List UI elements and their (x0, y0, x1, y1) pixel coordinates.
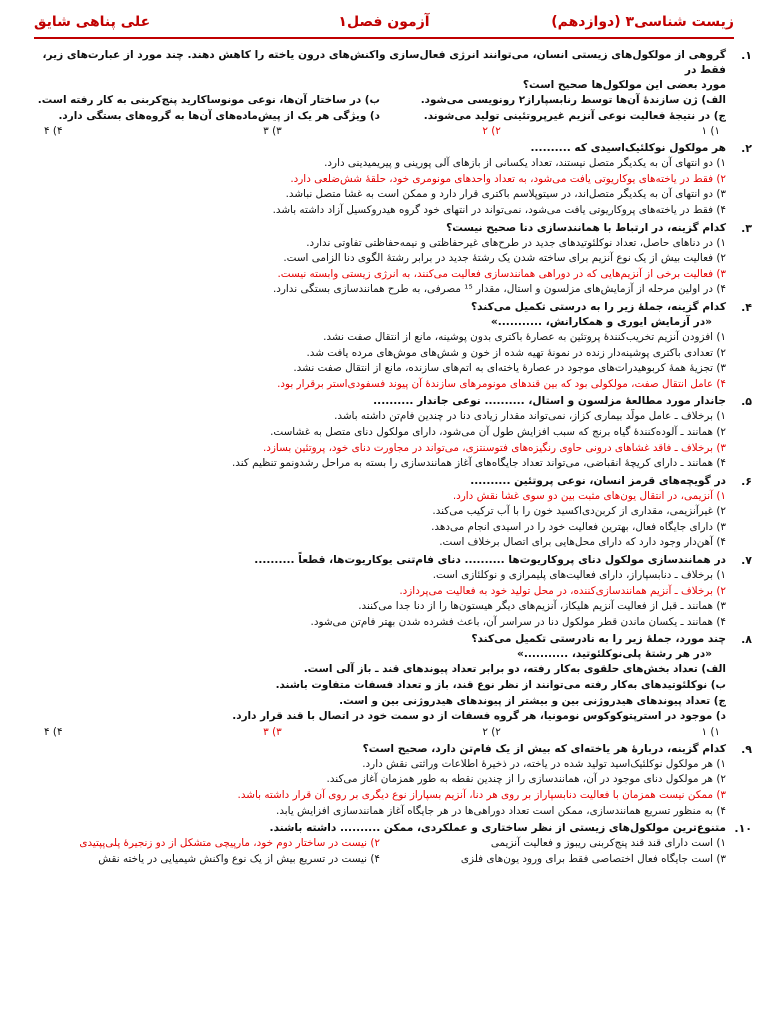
statement-row (34, 93, 726, 109)
question-stem: گروهی از مولکول‌های زیستی انسان، می‌توانند انرژی فعال‌سازی واکنش‌های درون یاخته را کاهش دهند. چند مورد از عبارت‌های زیر، فقط در (42, 49, 726, 76)
option-4-correct: ۴) عامل انتقال صفت، مولکولی بود که بین قندهای مونومرهای سازندهٔ آن پیوند فسفودی‌استر برقرار بود. (277, 377, 726, 390)
option-4: ۴) نیست در تسریع بیش از یک نوع واکنش شیمیایی در یاخته نقش (98, 852, 380, 865)
option-2-correct: ۲) برخلاف ـ آنزیم همانندسازی‌کننده، در محل تولید خود به فعالیت می‌پردازد. (399, 584, 726, 597)
question-stem: چند مورد، جملهٔ زیر را به نادرستی تکمیل می‌کند؟ (471, 633, 726, 646)
question-stem: متنوع‌ترین مولکول‌های زیستی از نظر ساختاری و عملکردی، ممکن .......... داشته باشند. (269, 822, 726, 835)
question-10 (34, 821, 754, 867)
option-1: ۱) برخلاف ـ عامل مولّد بیماری کزاز، نمی‌تواند مقدار زیادی دنا در چندین فام‌تن داشته باشد. (334, 410, 726, 423)
question-5 (34, 394, 754, 471)
question-stem: کدام گزینه، جملهٔ زیر را به درستی تکمیل می‌کند؟ (470, 300, 726, 313)
option-4: ۴) به منظور تسریع همانندسازی، ممکن است تعداد دوراهی‌ها در هر جایگاه آغاز همانندسازی افزایش یابد. (276, 804, 726, 817)
option-3: ۳) است جایگاه فعال اختصاصی فقط برای ورود یون‌های فلزی (460, 852, 726, 865)
choice-3-correct: ۳) ۳ (263, 725, 282, 738)
option-2: ۲) هر مولکول دنای موجود در آن، همانندسازی را از چندین نقطه به طور همزمان آغاز می‌کند. (326, 773, 726, 786)
statement-alef: الف) ژن سازندهٔ آن‌ها توسط رنابسپاراز۲ رونویسی می‌شود. (420, 94, 726, 106)
header-exam-title: آزمون فصل۱ (338, 14, 430, 30)
option-4: ۴) فقط در یاخته‌های پروکاریوتی یافت می‌شود، نمی‌تواند در انتهای خود گروه هیدروکسیل آزاد داشته باشد. (272, 203, 726, 216)
choice-2: ۲) ۲ (482, 725, 501, 738)
statement-be: ب) نوکلئوتیدهای به‌کار رفته می‌توانند از نظر نوع قند، باز و تعداد فسفات متفاوت باشند. (275, 679, 726, 692)
option-4: ۴) همانند ـ دارای کریچهٔ انقباضی، می‌تواند تعداد جایگاه‌های آغاز همانندسازی را بسته به مراحل رشدونمو تنظیم کند. (231, 457, 726, 470)
answer-choices (34, 725, 726, 740)
choice-2-correct: ۲) ۲ (482, 125, 501, 138)
question-stem: در گویچه‌های قرمز انسان، نوعی پروتئین .......... (470, 474, 726, 487)
choice-4: ۴) ۴ (44, 125, 63, 138)
statement-jim: ج) تعداد پیوندهای هیدروژنی بین و بیشتر از پیوندهای هیدروژنی بین و است. (339, 694, 726, 707)
question-stem-continued: مورد بعضی این مولکول‌ها صحیح است؟ (522, 79, 726, 91)
option-1: ۱) است دارای قند قند پنج‌کربنی ریبوز و فعالیت آنزیمی (490, 837, 726, 850)
header-course-title: زیست شناسی۳ (دوازدهم) (551, 14, 734, 30)
question-number: ۱۰. (734, 822, 752, 836)
choice-1: ۱) ۱ (701, 125, 720, 138)
option-row (34, 836, 726, 852)
question-7 (34, 553, 754, 630)
question-number: ۵. (741, 395, 752, 409)
option-1: ۱) برخلاف ـ دنابسپاراز، دارای فعالیت‌های پلیمرازی و نوکلئازی است. (432, 569, 726, 582)
question-sentence: «در هر رشتهٔ پلی‌نوکلئوتید، ...........» (517, 648, 712, 661)
option-2: ۲) فعالیت بیش از یک نوع آنزیم برای ساخته شدن یک رشتهٔ جدید در برابر رشتهٔ الگوی دنا الزامی است. (283, 252, 726, 265)
option-row (34, 852, 726, 868)
question-2 (34, 141, 754, 218)
statement-dal: د) ویژگی هر یک از پیش‌ماده‌های آن‌ها به گروه‌های بستگی دارد. (58, 109, 380, 122)
question-sentence: «در آزمایش ایوری و همکارانش، ...........» (490, 315, 712, 328)
option-2: ۲) غیرآنزیمی، مقداری از کربن‌دی‌اکسید خون را با آب ترکیب می‌کند. (432, 505, 726, 518)
option-3-correct: ۳) ممکن نیست همزمان با فعالیت دنابسپاراز بر روی هر دنا، آنزیم بسپاراز نوع دیگری بر روی آن قرار داشته باشد. (237, 789, 726, 801)
question-number: ۳. (741, 221, 752, 235)
question-8 (34, 632, 754, 739)
question-number: ۶. (741, 474, 752, 488)
option-2-correct: ۲) نیست در ساختار دوم خود، مارپیچی متشکل از دو زنجیرهٔ پلی‌پپتیدی (79, 837, 380, 850)
questions-list (34, 48, 754, 869)
option-1: ۱) هر مولکول نوکلئیک‌اسید تولید شده در یاخته، در ذخیرهٔ اطلاعات وراثتی نقش دارد. (362, 757, 726, 770)
question-stem: کدام گزینه، در ارتباط با همانندسازی دنا صحیح نیست؟ (446, 221, 726, 234)
question-stem: کدام گزینه، دربارهٔ هر یاخته‌ای که بیش از یک فام‌تن دارد، صحیح است؟ (362, 742, 726, 755)
choice-1: ۱) ۱ (701, 725, 720, 738)
option-2: ۲) همانند ـ آلوده‌کنندهٔ گیاه برنج که سبب افزایش طول آن می‌شود، دارای مولکول دنای متصل به غشاست. (270, 425, 726, 438)
option-3: ۳) دو انتهای آن به یکدیگر متصل‌اند، در سیتوپلاسم باکتری قرار دارد و ممکن است به غشا متصل نباشد. (285, 188, 726, 201)
question-stem: در همانندسازی مولکول دنای پروکاریوت‌ها .......... دنای فام‌تنی یوکاریوت‌ها، قطعاً .......... (254, 554, 726, 567)
question-number: ۴. (741, 300, 752, 314)
statement-jim: ج) در نتیجهٔ فعالیت نوعی آنزیم غیرپروتئینی تولید می‌شوند. (423, 109, 726, 122)
option-3: ۳) همانند ـ قبل از فعالیت آنزیم هلیکاز، آنزیم‌های دیگر هیستون‌ها را از دنا جدا می‌کنند. (358, 600, 726, 613)
option-1-correct: ۱) آنزیمی، در انتقال یون‌های مثبت بین دو سوی غشا نقش دارد. (452, 489, 726, 502)
header-author: علی پناهی شایق (34, 14, 151, 30)
option-4: ۴) همانند ـ یکسان ماندن قطر مولکول دنا در سراسر آن، باعث فشرده شدن بهتر فام‌تن می‌شود. (310, 615, 726, 628)
question-number: ۹. (741, 742, 752, 756)
option-1: ۱) دو انتهای آن به یکدیگر متصل نیستند، تعداد یکسانی از بازهای آلی پورینی و پیریمیدینی دارد. (324, 157, 726, 170)
answer-choices (34, 124, 726, 139)
option-3-correct: ۳) برخلاف ـ فاقد غشاهای درونی حاوی رنگیزه‌های فتوسنتزی، می‌تواند در مجاورت دنای خود، پروتئین بسازد. (262, 441, 726, 454)
question-9 (34, 742, 754, 819)
choice-4: ۴) ۴ (44, 725, 63, 738)
question-number: ۸. (741, 633, 752, 647)
option-1: ۱) در دناهای حاصل، تعداد نوکلئوتیدهای جدید در طرح‌های غیرحفاظتی و نیمه‌حفاظتی تفاوتی ندارد. (306, 236, 726, 249)
question-4 (34, 300, 754, 392)
statement-be: ب) در ساختار آن‌ها، نوعی مونوساکارید پنج‌کربنی به کار رفته است. (37, 94, 380, 106)
question-number: ۷. (741, 554, 752, 568)
question-number: ۱. (741, 49, 752, 62)
option-4: ۴) آهن‌دار وجود دارد که دارای محل‌هایی برای اتصال برخلاف است. (439, 536, 726, 549)
question-3 (34, 221, 754, 298)
statement-alef: الف) تعداد بخش‌های حلقوی به‌کار رفته، دو برابر تعداد پیوندهای قند ـ باز آلی است. (303, 663, 726, 676)
option-1: ۱) افزودن آنزیم تخریب‌کنندهٔ پروتئین به عصارهٔ باکتری بدون پوشینه، مانع از انتقال صفت نشد. (323, 330, 726, 343)
statement-row (34, 109, 726, 125)
option-3: ۳) دارای جایگاه فعال، بهترین فعالیت خود را در اسیدی انجام می‌دهد. (431, 520, 726, 533)
option-2: ۲) تعدادی باکتری پوشینه‌دار زنده در نمونهٔ تهیه شده از خون و شش‌های موش‌های مرده یافت شد. (306, 346, 726, 359)
statement-dal: د) موجود در استرپتوکوکوس نومونیا، هر گروه فسفات از دو سمت خود در اتصال با قند قرار دارد. (232, 710, 726, 723)
option-3-correct: ۳) فعالیت برخی از آنزیم‌هایی که در دوراهی همانندسازی فعالیت می‌کنند، به انرژی زیستی وابسته نیست. (277, 267, 726, 280)
option-2-correct: ۲) فقط در یاخته‌های یوکاریوتی یافت می‌شود، به تعداد واحدهای مونومری خود، حلقهٔ شش‌ضلعی دارد. (290, 172, 726, 185)
choice-3: ۳) ۳ (263, 125, 282, 138)
question-6 (34, 474, 754, 551)
question-1 (34, 48, 754, 139)
question-stem: هر مولکول نوکلئیک‌اسیدی که .......... (530, 142, 726, 155)
page-header (34, 10, 734, 34)
header-divider (34, 37, 734, 39)
question-stem: جاندار مورد مطالعهٔ مزلسون و استال، .......... نوعی جاندار .......... (373, 395, 726, 408)
question-number: ۲. (741, 142, 752, 156)
option-4: ۴) در اولین مرحله از آزمایش‌های مزلسون و استال، مقدار ¹⁵ مصرفی، به طرح همانندسازی بستگی ندارد. (272, 283, 726, 296)
option-3: ۳) تجزیهٔ همهٔ کربوهیدرات‌های موجود در عصارهٔ یاخته‌ای به اتم‌های سازنده، مانع از انتقال صفت نشد. (293, 362, 726, 375)
